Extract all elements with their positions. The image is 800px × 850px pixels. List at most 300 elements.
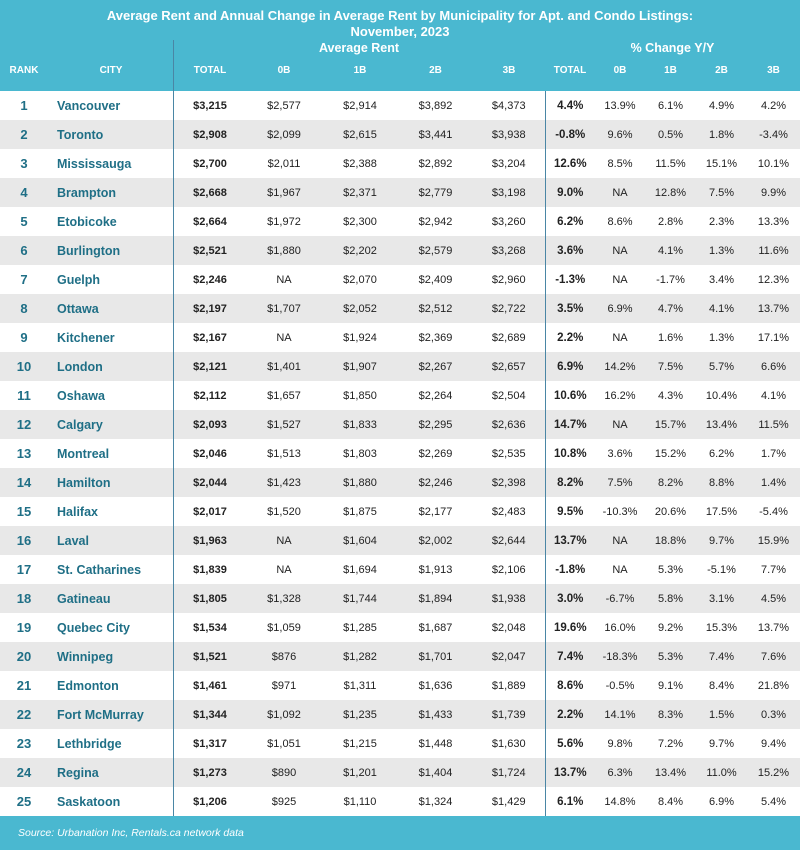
cell-rank: 25 [0,787,48,816]
cell-pct-2b: 7.4% [696,642,747,671]
cell-0b: $1,967 [246,178,322,207]
cell-3b: $1,739 [473,700,545,729]
cell-pct-0b: 9.6% [595,120,645,149]
cell-total: $2,700 [174,149,246,178]
cell-2b: $1,404 [398,758,473,787]
cell-rank: 5 [0,207,48,236]
col-header-city: CITY [99,65,123,76]
cell-pct-total: 12.6% [545,149,595,178]
cell-rank: 19 [0,613,48,642]
cell-rank: 9 [0,323,48,352]
cell-1b: $1,924 [322,323,398,352]
cell-pct-0b: NA [595,323,645,352]
cell-pct-2b: 3.4% [696,265,747,294]
cell-total: $2,246 [174,265,246,294]
cell-pct-total: 4.4% [545,91,595,120]
cell-pct-1b: 13.4% [645,758,696,787]
cell-0b: NA [246,323,322,352]
cell-pct-2b: 9.7% [696,526,747,555]
cell-rank: 16 [0,526,48,555]
table-row [0,381,800,410]
cell-2b: $2,409 [398,265,473,294]
cell-pct-2b: 17.5% [696,497,747,526]
cell-0b: $1,059 [246,613,322,642]
cell-pct-3b: 13.7% [747,294,800,323]
cell-city: Mississauga [48,149,174,178]
cell-rank: 24 [0,758,48,787]
cell-pct-3b: 9.9% [747,178,800,207]
table-row [0,265,800,294]
cell-total: $2,112 [174,381,246,410]
table-row [0,323,800,352]
cell-pct-2b: 1.3% [696,236,747,265]
cell-pct-0b: 14.1% [595,700,645,729]
cell-pct-1b: 8.2% [645,468,696,497]
cell-total: $1,839 [174,555,246,584]
cell-2b: $3,441 [398,120,473,149]
cell-pct-total: 6.2% [545,207,595,236]
table-row [0,120,800,149]
cell-pct-2b: 7.5% [696,178,747,207]
cell-2b: $1,701 [398,642,473,671]
cell-pct-0b: 3.6% [595,439,645,468]
cell-pct-3b: 7.6% [747,642,800,671]
cell-2b: $1,636 [398,671,473,700]
cell-pct-3b: 15.9% [747,526,800,555]
cell-pct-1b: 9.2% [645,613,696,642]
cell-pct-1b: 0.5% [645,120,696,149]
col-header-rank: RANK [9,65,39,76]
cell-1b: $1,875 [322,497,398,526]
col-header-2b: 2B [429,65,442,76]
cell-3b: $2,048 [473,613,545,642]
cell-pct-0b: 14.2% [595,352,645,381]
cell-3b: $3,198 [473,178,545,207]
cell-0b: NA [246,555,322,584]
cell-2b: $1,687 [398,613,473,642]
cell-rank: 8 [0,294,48,323]
divider-city [173,40,174,816]
cell-rank: 2 [0,120,48,149]
cell-pct-0b: NA [595,526,645,555]
cell-total: $1,461 [174,671,246,700]
cell-0b: NA [246,526,322,555]
cell-pct-0b: NA [595,236,645,265]
cell-rank: 18 [0,584,48,613]
cell-1b: $1,285 [322,613,398,642]
cell-pct-1b: 18.8% [645,526,696,555]
cell-3b: $1,938 [473,584,545,613]
report-title [0,0,800,40]
cell-total: $2,093 [174,410,246,439]
cell-2b: $2,246 [398,468,473,497]
cell-0b: $1,527 [246,410,322,439]
cell-pct-total: 2.2% [545,323,595,352]
table-row [0,497,800,526]
cell-2b: $1,913 [398,555,473,584]
cell-pct-2b: 13.4% [696,410,747,439]
table-row [0,294,800,323]
cell-1b: $1,907 [322,352,398,381]
cell-city: Saskatoon [48,787,174,816]
table-row [0,149,800,178]
cell-rank: 4 [0,178,48,207]
cell-total: $2,521 [174,236,246,265]
cell-pct-3b: 21.8% [747,671,800,700]
source-note: Source: Urbanation Inc, Rentals.ca network data [18,827,244,839]
cell-pct-0b: 8.6% [595,207,645,236]
cell-pct-2b: 6.2% [696,439,747,468]
table-row [0,526,800,555]
table-body [0,91,800,816]
cell-total: $2,167 [174,323,246,352]
cell-total: $2,908 [174,120,246,149]
cell-3b: $2,689 [473,323,545,352]
cell-city: Oshawa [48,381,174,410]
cell-pct-1b: 20.6% [645,497,696,526]
table-header [0,0,800,91]
cell-pct-total: 10.6% [545,381,595,410]
cell-3b: $2,636 [473,410,545,439]
group-average-rent: Average Rent [318,41,400,55]
cell-pct-total: 14.7% [545,410,595,439]
cell-city: Edmonton [48,671,174,700]
cell-3b: $2,657 [473,352,545,381]
cell-total: $2,668 [174,178,246,207]
cell-0b: $1,513 [246,439,322,468]
cell-pct-2b: 1.8% [696,120,747,149]
rent-table [0,91,800,816]
cell-pct-2b: 4.9% [696,91,747,120]
cell-pct-2b: 15.1% [696,149,747,178]
cell-city: Montreal [48,439,174,468]
cell-pct-1b: 15.2% [645,439,696,468]
cell-1b: $2,388 [322,149,398,178]
cell-0b: $971 [246,671,322,700]
cell-rank: 12 [0,410,48,439]
cell-rank: 14 [0,468,48,497]
cell-2b: $2,892 [398,149,473,178]
cell-1b: $1,803 [322,439,398,468]
cell-pct-2b: 3.1% [696,584,747,613]
cell-city: Etobicoke [48,207,174,236]
cell-pct-total: 13.7% [545,758,595,787]
cell-2b: $1,324 [398,787,473,816]
cell-0b: NA [246,265,322,294]
cell-3b: $2,535 [473,439,545,468]
column-headers [0,65,800,76]
cell-city: Quebec City [48,613,174,642]
cell-pct-0b: NA [595,410,645,439]
cell-pct-3b: -3.4% [747,120,800,149]
table-row [0,178,800,207]
cell-2b: $2,177 [398,497,473,526]
col-header-0b: 0B [277,65,291,76]
cell-pct-2b: 11.0% [696,758,747,787]
cell-rank: 3 [0,149,48,178]
cell-pct-3b: 9.4% [747,729,800,758]
cell-pct-3b: 12.3% [747,265,800,294]
table-row [0,236,800,265]
cell-pct-total: 3.0% [545,584,595,613]
cell-total: $1,521 [174,642,246,671]
cell-pct-2b: 8.4% [696,671,747,700]
cell-0b: $1,657 [246,381,322,410]
cell-pct-2b: 5.7% [696,352,747,381]
cell-3b: $2,483 [473,497,545,526]
cell-2b: $2,295 [398,410,473,439]
cell-2b: $1,894 [398,584,473,613]
cell-pct-1b: 6.1% [645,91,696,120]
cell-pct-3b: 4.5% [747,584,800,613]
cell-3b: $3,268 [473,236,545,265]
cell-pct-3b: 17.1% [747,323,800,352]
cell-1b: $2,202 [322,236,398,265]
cell-1b: $2,070 [322,265,398,294]
table-row [0,410,800,439]
table-row [0,555,800,584]
table-row [0,758,800,787]
cell-3b: $1,889 [473,671,545,700]
source-footer [0,816,800,850]
cell-city: Gatineau [48,584,174,613]
cell-pct-3b: 11.5% [747,410,800,439]
cell-rank: 20 [0,642,48,671]
cell-pct-0b: 9.8% [595,729,645,758]
cell-3b: $3,938 [473,120,545,149]
cell-pct-total: -0.8% [545,120,595,149]
cell-total: $1,344 [174,700,246,729]
cell-total: $2,197 [174,294,246,323]
col-header-pct-0b: 0B [613,65,627,76]
cell-pct-3b: 10.1% [747,149,800,178]
cell-pct-total: 8.6% [545,671,595,700]
cell-2b: $2,579 [398,236,473,265]
cell-pct-0b: 16.0% [595,613,645,642]
cell-rank: 17 [0,555,48,584]
cell-city: Winnipeg [48,642,174,671]
cell-0b: $1,520 [246,497,322,526]
cell-3b: $2,722 [473,294,545,323]
cell-rank: 11 [0,381,48,410]
cell-pct-0b: 6.3% [595,758,645,787]
cell-total: $1,534 [174,613,246,642]
cell-0b: $925 [246,787,322,816]
cell-pct-total: 9.0% [545,178,595,207]
cell-pct-1b: 7.5% [645,352,696,381]
cell-2b: $3,892 [398,91,473,120]
cell-pct-1b: 8.4% [645,787,696,816]
cell-pct-total: 3.6% [545,236,595,265]
cell-pct-3b: 13.7% [747,613,800,642]
cell-total: $2,017 [174,497,246,526]
cell-rank: 1 [0,91,48,120]
cell-rank: 13 [0,439,48,468]
table-row [0,352,800,381]
cell-city: Halifax [48,497,174,526]
cell-2b: $2,369 [398,323,473,352]
cell-pct-1b: 5.8% [645,584,696,613]
cell-pct-3b: 0.3% [747,700,800,729]
cell-pct-0b: 13.9% [595,91,645,120]
cell-1b: $1,215 [322,729,398,758]
table-row [0,642,800,671]
cell-pct-total: 9.5% [545,497,595,526]
cell-pct-3b: 15.2% [747,758,800,787]
cell-pct-total: 8.2% [545,468,595,497]
group-percent-change: % Change Y/Y [630,41,715,55]
cell-pct-1b: 11.5% [645,149,696,178]
cell-city: Regina [48,758,174,787]
col-header-pct-2b: 2B [715,65,728,76]
cell-city: Vancouver [48,91,174,120]
cell-pct-2b: 1.3% [696,323,747,352]
cell-1b: $2,615 [322,120,398,149]
cell-pct-2b: 4.1% [696,294,747,323]
cell-pct-1b: 7.2% [645,729,696,758]
table-row [0,468,800,497]
cell-1b: $2,371 [322,178,398,207]
cell-pct-0b: 14.8% [595,787,645,816]
cell-pct-0b: 8.5% [595,149,645,178]
cell-pct-total: 6.9% [545,352,595,381]
cell-0b: $1,972 [246,207,322,236]
cell-pct-2b: 6.9% [696,787,747,816]
table-row [0,584,800,613]
cell-3b: $2,398 [473,468,545,497]
cell-pct-3b: 6.6% [747,352,800,381]
cell-0b: $2,577 [246,91,322,120]
cell-2b: $2,267 [398,352,473,381]
cell-1b: $1,282 [322,642,398,671]
cell-pct-3b: 11.6% [747,236,800,265]
cell-pct-2b: 8.8% [696,468,747,497]
cell-1b: $1,604 [322,526,398,555]
cell-1b: $2,300 [322,207,398,236]
cell-pct-1b: 15.7% [645,410,696,439]
cell-pct-1b: 4.3% [645,381,696,410]
cell-pct-3b: 4.2% [747,91,800,120]
cell-pct-1b: 5.3% [645,555,696,584]
table-row [0,613,800,642]
cell-1b: $1,694 [322,555,398,584]
cell-pct-1b: 4.7% [645,294,696,323]
col-header-pct-total: TOTAL [553,65,587,76]
cell-pct-total: 13.7% [545,526,595,555]
cell-total: $2,044 [174,468,246,497]
cell-pct-1b: 9.1% [645,671,696,700]
cell-0b: $1,707 [246,294,322,323]
cell-1b: $2,914 [322,91,398,120]
cell-pct-2b: 2.3% [696,207,747,236]
cell-rank: 10 [0,352,48,381]
table-row [0,729,800,758]
cell-rank: 7 [0,265,48,294]
cell-0b: $1,423 [246,468,322,497]
cell-pct-total: -1.3% [545,265,595,294]
cell-1b: $1,833 [322,410,398,439]
cell-0b: $1,328 [246,584,322,613]
cell-pct-3b: 1.7% [747,439,800,468]
cell-pct-total: 2.2% [545,700,595,729]
cell-2b: $2,264 [398,381,473,410]
cell-total: $2,664 [174,207,246,236]
cell-3b: $3,204 [473,149,545,178]
cell-pct-0b: -0.5% [595,671,645,700]
cell-pct-0b: NA [595,555,645,584]
cell-3b: $2,644 [473,526,545,555]
cell-city: London [48,352,174,381]
cell-0b: $2,099 [246,120,322,149]
cell-3b: $4,373 [473,91,545,120]
cell-0b: $890 [246,758,322,787]
table-row [0,787,800,816]
cell-3b: $1,630 [473,729,545,758]
cell-rank: 21 [0,671,48,700]
cell-pct-total: 10.8% [545,439,595,468]
title-line-1: Average Rent and Annual Change in Average Rent by Municipality for Apt. and Condo Listings: [106,8,694,23]
cell-pct-0b: 6.9% [595,294,645,323]
cell-city: Laval [48,526,174,555]
cell-city: Guelph [48,265,174,294]
cell-pct-2b: 10.4% [696,381,747,410]
col-header-pct-3b: 3B [767,65,780,76]
cell-city: Hamilton [48,468,174,497]
cell-pct-3b: 13.3% [747,207,800,236]
cell-city: Toronto [48,120,174,149]
cell-city: Kitchener [48,323,174,352]
cell-1b: $1,850 [322,381,398,410]
cell-total: $3,215 [174,91,246,120]
cell-pct-total: 6.1% [545,787,595,816]
cell-rank: 15 [0,497,48,526]
cell-pct-total: 5.6% [545,729,595,758]
cell-pct-1b: 2.8% [645,207,696,236]
cell-pct-1b: 1.6% [645,323,696,352]
cell-pct-0b: -10.3% [595,497,645,526]
cell-0b: $1,401 [246,352,322,381]
cell-total: $1,206 [174,787,246,816]
cell-pct-1b: 12.8% [645,178,696,207]
table-row [0,91,800,120]
cell-rank: 22 [0,700,48,729]
cell-3b: $1,724 [473,758,545,787]
cell-3b: $1,429 [473,787,545,816]
cell-rank: 6 [0,236,48,265]
cell-3b: $2,047 [473,642,545,671]
cell-pct-0b: 16.2% [595,381,645,410]
cell-total: $2,121 [174,352,246,381]
cell-pct-0b: NA [595,178,645,207]
cell-pct-2b: 1.5% [696,700,747,729]
cell-pct-1b: 8.3% [645,700,696,729]
cell-1b: $2,052 [322,294,398,323]
cell-1b: $1,201 [322,758,398,787]
cell-city: Lethbridge [48,729,174,758]
cell-1b: $1,110 [322,787,398,816]
col-header-pct-1b: 1B [664,65,677,76]
cell-0b: $1,051 [246,729,322,758]
cell-city: Burlington [48,236,174,265]
cell-0b: $1,880 [246,236,322,265]
cell-rank: 23 [0,729,48,758]
cell-pct-total: 3.5% [545,294,595,323]
cell-0b: $2,011 [246,149,322,178]
table-row [0,700,800,729]
cell-pct-1b: 4.1% [645,236,696,265]
cell-pct-3b: 1.4% [747,468,800,497]
cell-total: $1,273 [174,758,246,787]
